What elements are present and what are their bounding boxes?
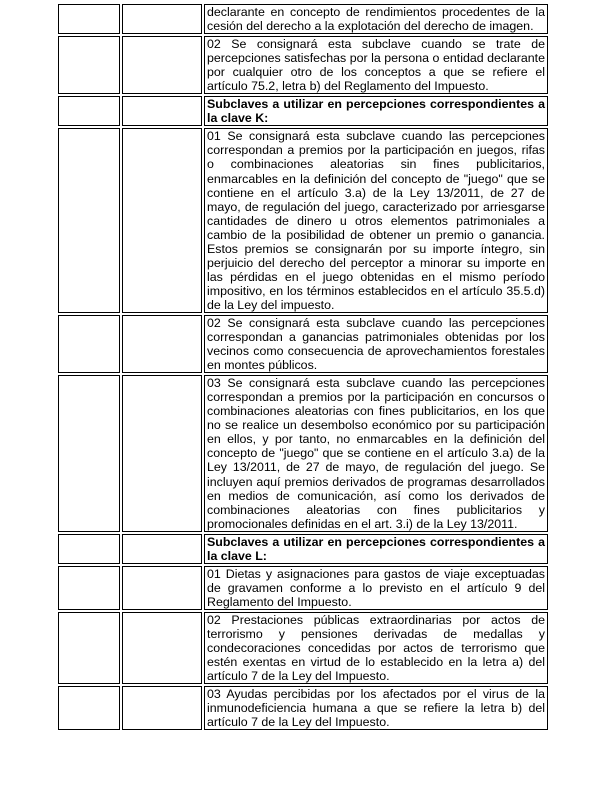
empty-cell — [122, 36, 202, 94]
row-text: 03 Ayudas percibidas por los afectados por el virus de la inmunodeficiencia humana a que se refiere la letra b) del artículo 7 de la Ley del Impuesto. — [204, 686, 548, 730]
empty-cell — [58, 4, 120, 34]
section-heading-clave-l: Subclaves a utilizar en percepciones correspondientes a la clave L: — [204, 534, 548, 564]
table-row — [58, 315, 548, 373]
empty-cell — [58, 96, 120, 126]
empty-cell — [122, 315, 202, 373]
empty-cell — [122, 686, 202, 730]
empty-cell — [122, 534, 202, 564]
table-row — [58, 96, 548, 126]
table-row — [58, 4, 548, 34]
empty-cell — [58, 36, 120, 94]
table-row — [58, 534, 548, 564]
table-row — [58, 686, 548, 730]
document-table — [56, 2, 550, 732]
empty-cell — [58, 534, 120, 564]
row-text: 02 Prestaciones públicas extraordinarias por actos de terrorismo y pensiones derivadas de medallas y condecoraciones concedidas por actos de terrorismo que estén exentas en virtud de lo establecido en la letra a) del artículo 7 de la Ley del Impuesto. — [204, 612, 548, 684]
empty-cell — [58, 128, 120, 313]
table-row — [58, 375, 548, 532]
table-row — [58, 566, 548, 610]
empty-cell — [122, 4, 202, 34]
empty-cell — [58, 315, 120, 373]
row-text: 01 Dietas y asignaciones para gastos de viaje exceptuadas de gravamen conforme a lo previsto en el artículo 9 del Reglamento del Impuesto. — [204, 566, 548, 610]
empty-cell — [58, 566, 120, 610]
row-text: 02 Se consignará esta subclave cuando las percepciones correspondan a ganancias patrimoniales obtenidas por los vecinos como consecuencia de aprovechamientos forestales en montes públicos. — [204, 315, 548, 373]
empty-cell — [122, 566, 202, 610]
empty-cell — [122, 128, 202, 313]
empty-cell — [122, 612, 202, 684]
table-row — [58, 36, 548, 94]
row-text: 02 Se consignará esta subclave cuando se trate de percepciones satisfechas por la persona o entidad declarante por cualquier otro de los conceptos a que se refiere el artículo 75.2, letra b) del Reglamento del Impuesto. — [204, 36, 548, 94]
section-heading-clave-k: Subclaves a utilizar en percepciones correspondientes a la clave K: — [204, 96, 548, 126]
empty-cell — [58, 686, 120, 730]
table-row — [58, 612, 548, 684]
empty-cell — [122, 96, 202, 126]
empty-cell — [122, 375, 202, 532]
empty-cell — [58, 612, 120, 684]
row-text: 03 Se consignará esta subclave cuando las percepciones correspondan a premios por la participación en concursos o combinaciones aleatorias con fines publicitarios, en los que no se realice un desembolso económico por su participación en ellos, y por tanto, no enmarcables en la definición del concepto de "juego" que se contiene en el artículo 3.a) de la Ley 13/2011, de 27 de mayo, de regulación del juego. Se incluyen aquí premios derivados de programas desarrollados en medios de comunicación, así como los derivados de combinaciones aleatorias con fines publicitarios y promocionales definidas en el art. 3.i) de la Ley 13/2011. — [204, 375, 548, 532]
row-text: declarante en concepto de rendimientos procedentes de la cesión del derecho a la explotación del derecho de imagen. — [204, 4, 548, 34]
table-row — [58, 128, 548, 313]
row-text: 01 Se consignará esta subclave cuando las percepciones correspondan a premios por la participación en juegos, rifas o combinaciones aleatorias sin fines publicitarios, enmarcables en la definición del concepto de "juego" que se contiene en el artículo 3.a) de la Ley 13/2011, de 27 de mayo, de regulación del juego, caracterizado por arriesgarse cantidades de dinero u otros elementos patrimoniales a cambio de la posibilidad de obtener un premio o ganancia. Estos premios se consignarán por su importe íntegro, sin perjuicio del derecho del perceptor a minorar su importe en las pérdidas en el juego obtenidas en el mismo período impositivo, en los términos establecidos en el artículo 35.5.d) de la Ley del impuesto. — [204, 128, 548, 313]
empty-cell — [58, 375, 120, 532]
